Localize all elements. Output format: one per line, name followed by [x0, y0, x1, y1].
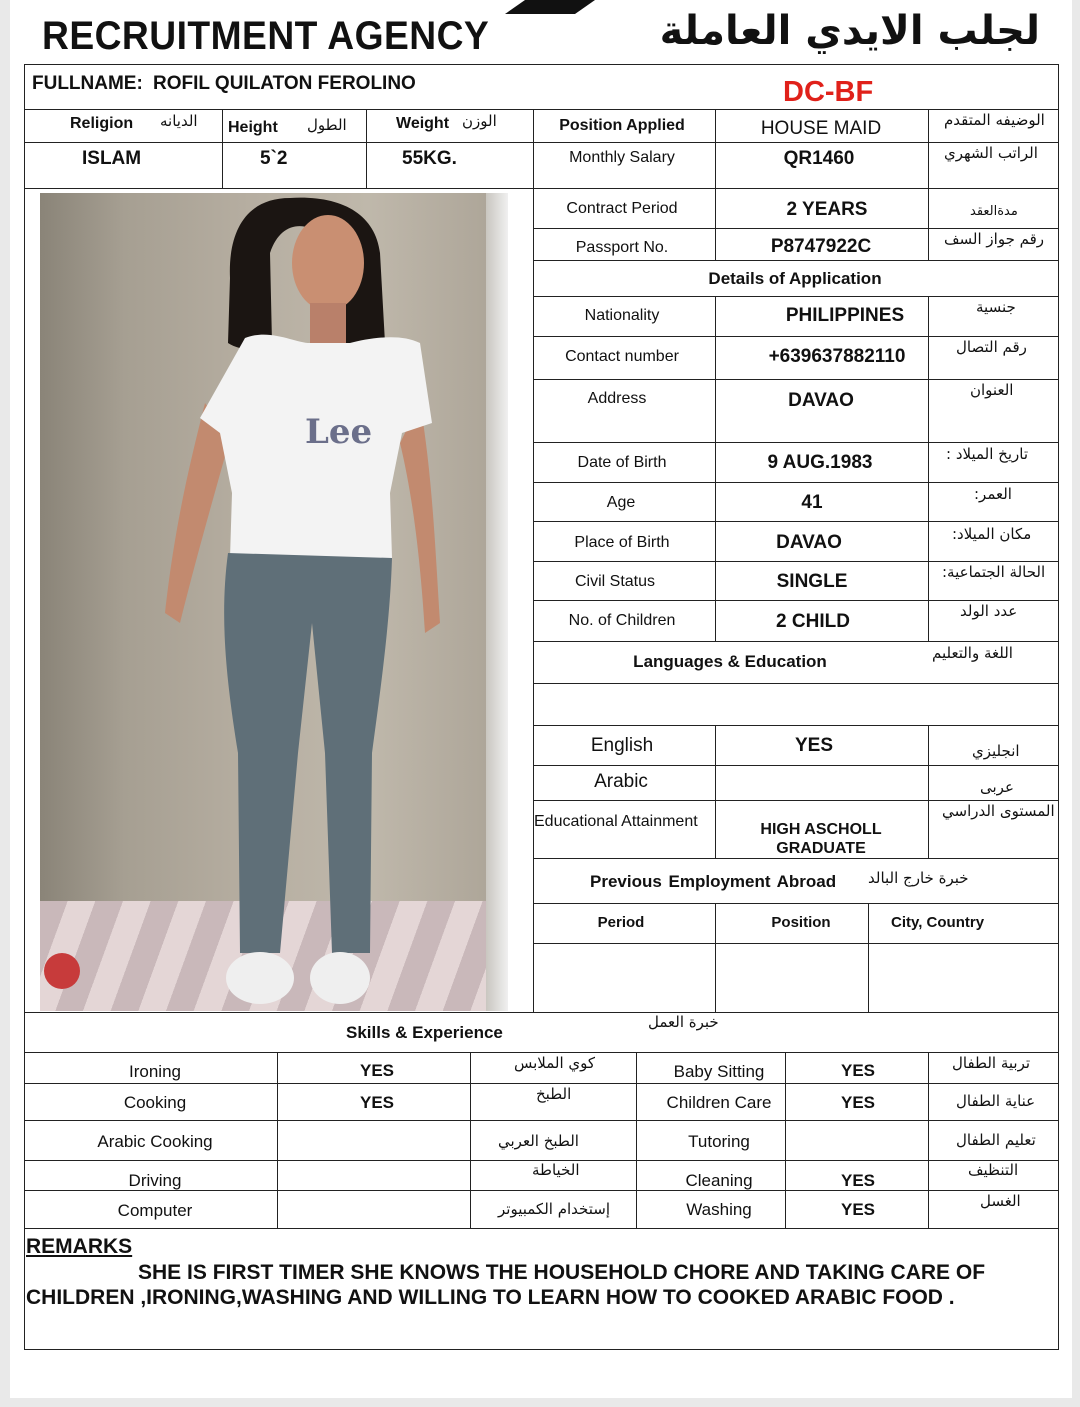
skill-value: YES — [359, 1093, 395, 1112]
skill-label-arabic: الخياطة — [532, 1161, 580, 1179]
skill-label: Driving — [128, 1171, 182, 1190]
detail-label-arabic: تاريخ الميلاد : — [946, 445, 1029, 463]
skill-label-arabic: الغسل — [980, 1192, 1021, 1210]
skills-heading: Skills & Experience — [346, 1023, 503, 1042]
skill-label: Computer — [117, 1201, 193, 1220]
height-value: 5`2 — [260, 148, 288, 169]
detail-label-arabic: مكان الميلاد: — [952, 525, 1032, 543]
remarks-label: REMARKS — [26, 1235, 133, 1258]
passport-label-arabic: رقم جواز السف — [944, 230, 1045, 248]
english-label: English — [590, 735, 654, 756]
detail-value: 41 — [801, 492, 823, 513]
detail-label: No. of Children — [568, 612, 676, 629]
skill-value: YES — [840, 1061, 876, 1080]
skill-label-arabic: إستخدام الكمبيوتر — [498, 1200, 610, 1218]
detail-value: DAVAO — [776, 532, 842, 553]
detail-label-arabic: عدد الولد — [960, 602, 1018, 620]
detail-label-arabic: العنوان — [970, 381, 1014, 399]
employment-col-period: Period — [597, 914, 645, 931]
skill-label: Cleaning — [685, 1171, 753, 1190]
detail-value: DAVAO — [788, 390, 854, 411]
skill-label: Cooking — [123, 1093, 187, 1112]
salary-label-arabic: الراتب الشهري — [944, 144, 1038, 162]
agency-title: RECRUITMENT AGENCY — [42, 14, 490, 58]
detail-value: 2 CHILD — [776, 611, 850, 632]
reference-code: DC-BF — [783, 76, 874, 108]
passport-label: Passport No. — [575, 239, 669, 256]
detail-label: Age — [606, 494, 636, 511]
detail-label: Civil Status — [574, 573, 656, 590]
weight-value: 55KG. — [402, 148, 457, 169]
position-value: HOUSE MAID — [760, 118, 882, 139]
application-sheet — [10, 0, 1072, 1398]
detail-label-arabic: جنسية — [976, 298, 1016, 316]
skill-label-arabic: الطبخ — [536, 1085, 572, 1103]
skill-label-arabic: تربية الطفال — [952, 1054, 1031, 1072]
languages-heading: Languages & Education — [633, 652, 827, 671]
detail-label-arabic: رقم التصال — [956, 338, 1027, 356]
salary-label: Monthly Salary — [569, 149, 675, 166]
detail-value: SINGLE — [776, 571, 848, 592]
contract-label-arabic: مدةالعقد — [970, 204, 1018, 219]
fullname-label: FULLNAME: — [32, 73, 143, 94]
skill-value: YES — [840, 1093, 876, 1112]
remarks-line-2: CHILDREN ,IRONING,WASHING AND WILLING TO LEARN HOW TO COOKED ARABIC FOOD . — [26, 1286, 955, 1309]
remarks-text — [26, 1260, 1056, 1310]
detail-label: Date of Birth — [577, 454, 667, 471]
skill-label-arabic: التنظيف — [968, 1161, 1019, 1179]
employment-heading: Previous Employment Abroad — [590, 872, 837, 891]
religion-value: ISLAM — [82, 148, 142, 169]
weight-label-arabic: الوزن — [462, 112, 497, 130]
detail-label: Place of Birth — [574, 534, 670, 551]
employment-heading-arabic: خبرة خارج البالد — [868, 869, 969, 887]
detail-value: PHILIPPINES — [785, 305, 905, 326]
detail-value: 9 AUG.1983 — [767, 452, 873, 473]
skill-label-arabic: كوي الملابس — [514, 1054, 596, 1072]
skill-value: YES — [359, 1061, 395, 1080]
arabic-label-arabic: عربى — [980, 778, 1014, 796]
languages-heading-arabic: اللغة والتعليم — [932, 644, 1013, 662]
skill-value: YES — [840, 1200, 876, 1219]
shirt-graphic-text: Lee — [305, 412, 373, 452]
contract-value: 2 YEARS — [786, 199, 868, 220]
position-label-arabic: الوضيفه المتقدم — [944, 111, 1045, 129]
education-label-arabic: المستوى الدراسي — [942, 802, 1055, 820]
detail-label: Address — [587, 390, 647, 407]
skill-label: Children Care — [666, 1093, 772, 1112]
salary-value: QR1460 — [783, 148, 855, 169]
applicant-photo — [40, 193, 508, 1011]
passport-value: P8747922C — [770, 236, 872, 257]
skill-value: YES — [840, 1171, 876, 1190]
detail-label-arabic: الحالة الجتماعية: — [942, 563, 1046, 581]
detail-label: Nationality — [584, 307, 660, 324]
skill-label: Baby Sitting — [673, 1062, 765, 1081]
header-decoration — [505, 0, 595, 14]
remarks-line-1: SHE IS FIRST TIMER SHE KNOWS THE HOUSEHOLD CHORE AND TAKING CARE OF — [138, 1261, 986, 1284]
religion-label: Religion — [70, 115, 134, 132]
contract-label: Contract Period — [566, 200, 678, 217]
skill-label: Washing — [686, 1200, 752, 1219]
skill-label: Ironing — [129, 1062, 181, 1081]
education-label: Educational Attainment — [534, 813, 698, 830]
detail-label: Contact number — [565, 348, 679, 365]
height-label: Height — [228, 119, 278, 136]
skill-label-arabic: عناية الطفال — [956, 1092, 1036, 1110]
weight-label: Weight — [396, 115, 450, 132]
arabic-label: Arabic — [594, 771, 648, 792]
skill-label-arabic: تعليم الطفال — [956, 1131, 1036, 1149]
english-value: YES — [794, 735, 834, 756]
skill-label: Tutoring — [688, 1132, 750, 1151]
position-label: Position Applied — [559, 117, 685, 134]
employment-col-position: Position — [771, 914, 831, 931]
fullname-value: ROFIL QUILATON FEROLINO — [153, 73, 416, 94]
details-heading: Details of Application — [708, 269, 882, 288]
height-label-arabic: الطول — [307, 116, 347, 134]
education-value-line1: HIGH ASCHOLL — [760, 821, 882, 838]
agency-title-arabic: لجلب الايدي العاملة — [659, 8, 1040, 54]
detail-value: +639637882110 — [768, 346, 906, 367]
skill-label-arabic: الطبخ العربي — [498, 1132, 579, 1150]
religion-label-arabic: الديانه — [160, 112, 198, 130]
skills-heading-arabic: خبرة العمل — [648, 1013, 719, 1031]
employment-col-city: City, Country — [891, 914, 985, 931]
education-value-line2: GRADUATE — [776, 840, 866, 857]
skill-label: Arabic Cooking — [97, 1132, 213, 1151]
detail-label-arabic: العمر: — [974, 485, 1012, 503]
english-label-arabic: انجليزي — [972, 742, 1020, 760]
